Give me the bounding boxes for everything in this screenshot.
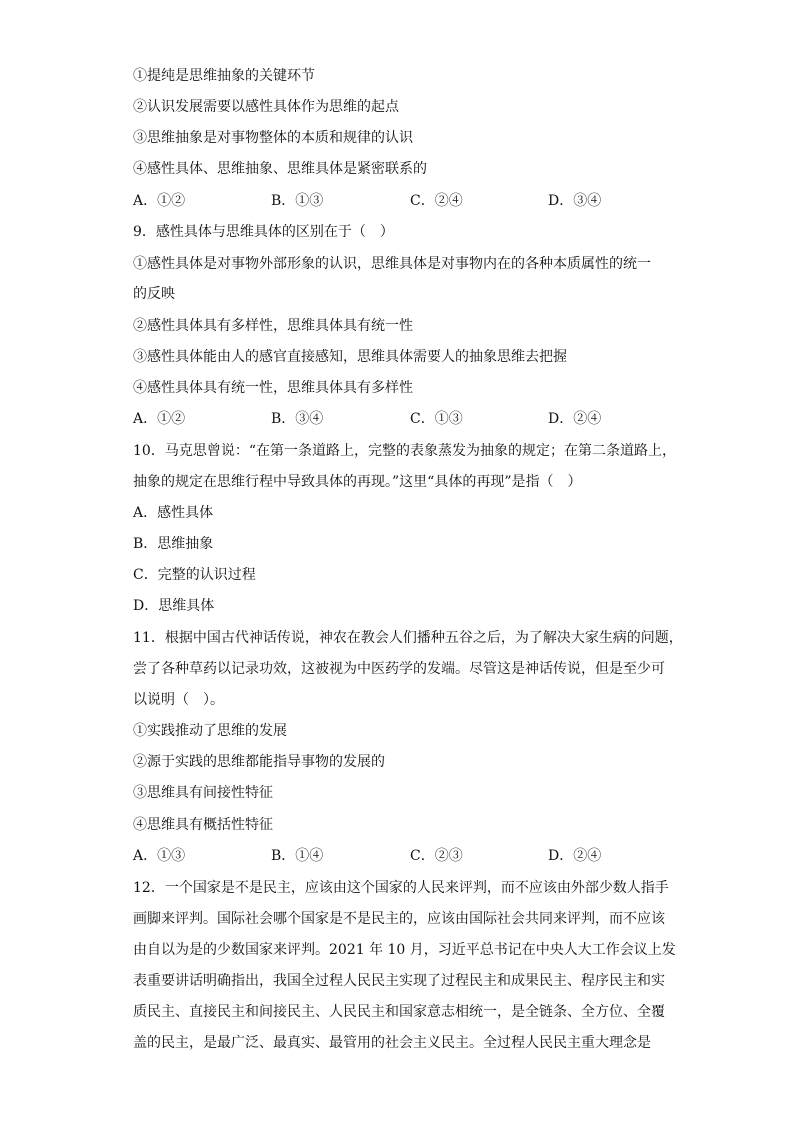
q11-option-b[interactable]: B．①④ [271,848,324,864]
q11-statement-3: ③思维具有间接性特征 [133,785,273,801]
q9-statement-4: ④感性具体具有统一性，思维具体具有多样性 [133,380,413,396]
q9-stem: 9．感性具体与思维具体的区别在于（ ） [133,224,394,240]
q11-option-a[interactable]: A．①③ [133,848,186,864]
q8-statement-2: ②认识发展需要以感性具体作为思维的起点 [133,99,399,115]
q9-option-c[interactable]: C．①③ [410,411,463,427]
q8-option-c[interactable]: C．②④ [410,193,463,209]
q9-statement-1b: 的反映 [133,286,175,302]
q9-option-b[interactable]: B．③④ [271,411,324,427]
q12-line-4: 表重要讲话明确指出，我国全过程人民民主实现了过程民主和成果民主、程序民主和实 [133,973,665,989]
q11-statement-4: ④思维具有概括性特征 [133,817,273,833]
q11-stem-line-1: 11．根据中国古代神话传说，神农在教会人们播种五谷之后，为了解决大家生病的问题， [133,630,683,646]
q10-option-b[interactable]: B．思维抽象 [133,536,214,552]
q9-statement-2: ②感性具体具有多样性，思维具体具有统一性 [133,318,413,334]
q11-statement-2: ②源于实践的思维都能指导事物的发展的 [133,754,385,770]
q8-option-b[interactable]: B．①③ [271,193,324,209]
q8-option-a[interactable]: A．①② [133,193,186,209]
q10-option-c[interactable]: C．完整的认识过程 [133,567,256,583]
q10-option-d[interactable]: D．思维具体 [133,598,215,614]
q8-option-d[interactable]: D．③④ [548,193,602,209]
q8-statement-1: ①提纯是思维抽象的关键环节 [133,68,315,84]
q11-stem-line-2: 尝了各种草药以记录功效，这被视为中医药学的发端。尽管这是神话传说，但是至少可 [133,661,665,677]
q12-line-1: 12．一个国家是不是民主，应该由这个国家的人民来评判，而不应该由外部少数人指手 [133,880,669,896]
q9-statement-1a: ①感性具体是对事物外部形象的认识，思维具体是对事物内在的各种本质属性的统一 [133,256,651,272]
q11-option-c[interactable]: C．②③ [410,848,463,864]
q12-line-3: 由自以为是的少数国家来评判。2021 年 10 月，习近平总书记在中央人大工作会议上发 [133,942,676,958]
q10-stem-line-1: 10．马克思曾说：“在第一条道路上，完整的表象蒸发为抽象的规定；在第二条道路上， [133,443,676,459]
q12-line-2: 画脚来评判。国际社会哪个国家是不是民主的，应该由国际社会共同来评判，而不应该 [133,911,665,927]
q11-statement-1: ①实践推动了思维的发展 [133,723,287,739]
q9-statement-3: ③感性具体能由人的感官直接感知，思维具体需要人的抽象思维去把握 [133,349,567,365]
q9-option-d[interactable]: D．②④ [548,411,602,427]
q9-options [133,409,673,429]
q11-stem-line-3: 以说明（ ）。 [133,692,224,708]
q10-option-a[interactable]: A．感性具体 [133,505,214,521]
q10-stem-line-2: 抽象的规定在思维行程中导致具体的再现。”这里“具体的再现”是指（ ） [133,474,582,490]
q8-statement-4: ④感性具体、思维抽象、思维具体是紧密联系的 [133,161,427,177]
q12-line-6: 盖的民主，是最广泛、最真实、最管用的社会主义民主。全过程人民民主重大理念是 [133,1035,651,1051]
q8-statement-3: ③思维抽象是对事物整体的本质和规律的认识 [133,130,413,146]
q11-option-d[interactable]: D．②④ [548,848,602,864]
q8-options [133,191,673,211]
q11-options [133,846,673,866]
q12-line-5: 质民主、直接民主和间接民主、人民民主和国家意志相统一，是全链条、全方位、全覆 [133,1004,665,1020]
q9-option-a[interactable]: A．①② [133,411,186,427]
